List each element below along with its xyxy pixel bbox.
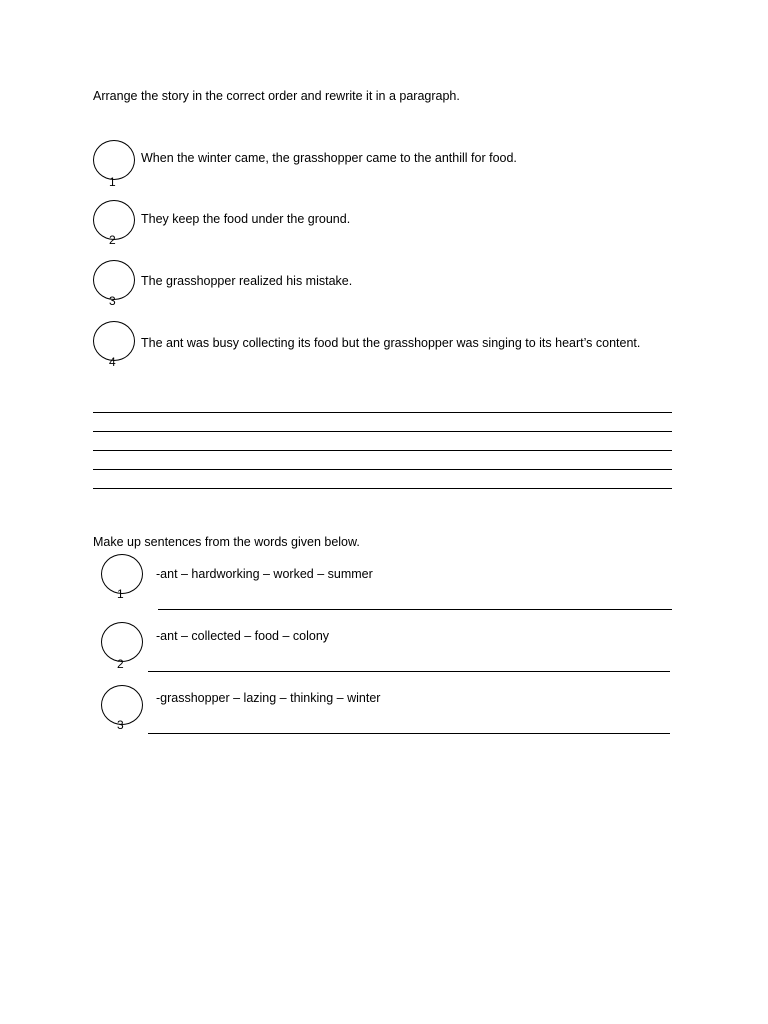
answer-circle-1[interactable] — [93, 140, 135, 180]
item-number: 3 — [117, 718, 124, 732]
item-number: 4 — [109, 355, 116, 369]
story-sentence: The ant was busy collecting its food but the grasshopper was singing to its heart’s content. — [141, 336, 641, 350]
word-list: -grasshopper – lazing – thinking – winter — [156, 691, 381, 705]
answer-line[interactable] — [93, 412, 672, 413]
answer-line[interactable] — [93, 431, 672, 432]
item-number: 2 — [117, 657, 124, 671]
section2-instruction: Make up sentences from the words given below. — [93, 535, 360, 549]
sentence-answer-line[interactable] — [148, 733, 670, 734]
answer-line[interactable] — [93, 488, 672, 489]
item-number: 2 — [109, 233, 116, 247]
section1-instruction: Arrange the story in the correct order and rewrite it in a paragraph. — [93, 89, 460, 103]
sentence-answer-line[interactable] — [148, 671, 670, 672]
story-sentence: The grasshopper realized his mistake. — [141, 274, 353, 288]
answer-line[interactable] — [93, 469, 672, 470]
item-number: 1 — [117, 587, 124, 601]
story-sentence: They keep the food under the ground. — [141, 212, 351, 226]
story-sentence: When the winter came, the grasshopper came to the anthill for food. — [141, 151, 517, 165]
item-number: 1 — [109, 175, 116, 189]
word-list: -ant – hardworking – worked – summer — [156, 567, 373, 581]
answer-line[interactable] — [93, 450, 672, 451]
word-circle-2[interactable] — [101, 622, 143, 662]
item-number: 3 — [109, 294, 116, 308]
sentence-answer-line[interactable] — [158, 609, 672, 610]
word-list: -ant – collected – food – colony — [156, 629, 330, 643]
